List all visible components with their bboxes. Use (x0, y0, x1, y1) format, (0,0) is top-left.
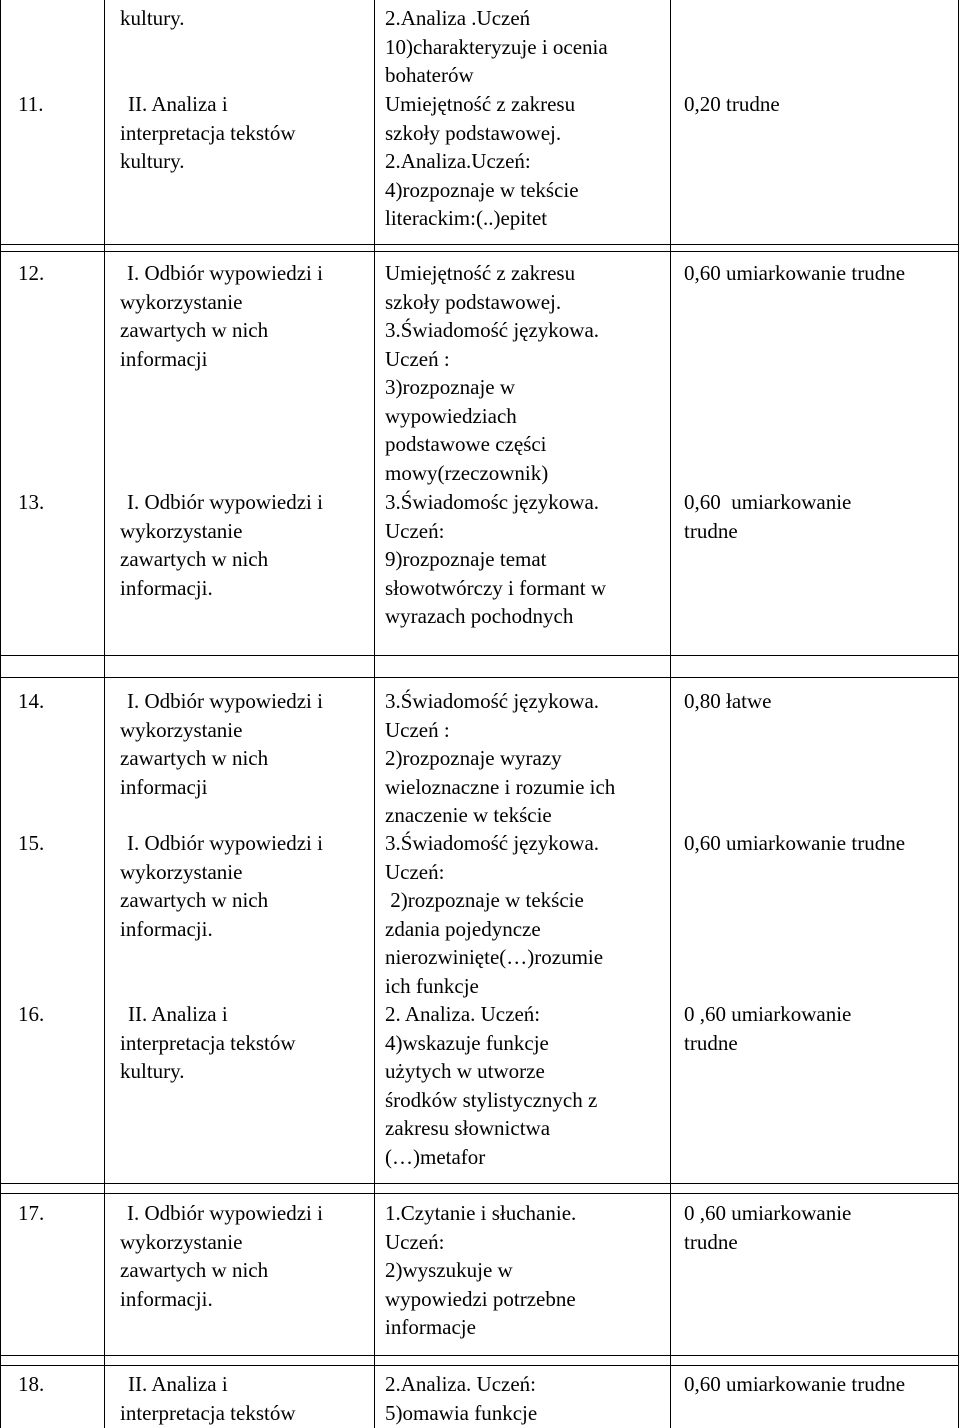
area-text-line: wykorzystanie (120, 289, 243, 314)
skill-text-line: 4)rozpoznaje w tekście (385, 177, 579, 202)
row-number: 17. (18, 1201, 45, 1225)
difficulty-text-line: 0,60 umiarkowanie (684, 490, 852, 514)
skill-text-line: 3.Świadomość językowa. (385, 318, 600, 342)
skill-text-line: wypowiedzi potrzebne (385, 1286, 576, 1311)
area-text-line: informacji. (120, 1286, 213, 1311)
difficulty-text-line: trudne (684, 1030, 738, 1055)
area-text-line: I. Odbiór wypowiedzi i (127, 689, 323, 713)
skill-text-line: Uczeń: (385, 518, 445, 543)
area-text-line: kultury. (120, 1059, 185, 1083)
difficulty-text-line: 0 ,60 umiarkowanie (684, 1002, 852, 1026)
skill-text-line: 2.Analiza. Uczeń: (385, 1372, 537, 1396)
skill-text-line: 9)rozpoznaje temat (385, 547, 547, 571)
skill-text-line: 1.Czytanie i słuchanie. (385, 1201, 577, 1225)
skill-text-line: 2.Analiza.Uczeń: (385, 149, 531, 173)
area-text-line: wykorzystanie (120, 859, 243, 884)
skill-text-line: 2)rozpoznaje wyrazy (385, 746, 562, 770)
row-number: 16. (18, 1002, 45, 1026)
skill-text-line: 3.Świadomość językowa. (385, 689, 600, 713)
skill-text-line: mowy(rzeczownik) (385, 460, 549, 485)
area-text-line: interpretacja tekstów (120, 120, 296, 145)
skill-text-line: szkoły podstawowej. (385, 120, 562, 145)
difficulty-text-line: 0,20 trudne (684, 92, 780, 116)
difficulty-text-line: trudne (684, 518, 738, 543)
skill-text-line: zdania pojedyncze (385, 916, 541, 941)
skill-text-line: literackim:(..)epitet (385, 206, 548, 230)
area-text-line: zawartych w nich (120, 746, 269, 770)
area-text-line: informacji (120, 346, 208, 371)
difficulty-text-line: 0,60 umiarkowanie trudne (684, 831, 906, 855)
skill-text-line: 3.Świadomośc językowa. (385, 490, 600, 514)
row-number: 11. (18, 92, 44, 116)
table-right-border (958, 0, 959, 1428)
column-divider-2 (374, 0, 375, 1428)
skill-text-line: zakresu słownictwa (385, 1116, 551, 1140)
skill-text-line: 5)omawia funkcje (385, 1400, 538, 1425)
difficulty-text-line: 0,80 łatwe (684, 689, 772, 713)
skill-text-line: bohaterów (385, 63, 474, 87)
skill-text-line: 2.Analiza .Uczeń (385, 6, 531, 30)
row-number: 18. (18, 1372, 45, 1396)
skill-text-line: 2)wyszukuje w (385, 1258, 513, 1282)
skill-text-line: ich funkcje (385, 973, 479, 998)
skill-text-line: 3.Świadomość językowa. (385, 831, 600, 855)
row-number: 12. (18, 261, 45, 285)
area-text-line: informacji. (120, 575, 213, 600)
skill-text-line: Umiejętność z zakresu (385, 261, 576, 285)
column-divider-3 (670, 0, 671, 1428)
area-text-line: kultury. (120, 149, 185, 173)
area-text-line: informacji. (120, 916, 213, 941)
area-text-line: II. Analiza i (128, 1372, 228, 1396)
skill-text-line: nierozwinięte(…)rozumie (385, 945, 604, 969)
skill-text-line: użytych w utworze (385, 1059, 545, 1083)
skill-text-line: Uczeń : (385, 717, 450, 742)
skill-text-line: 10)charakteryzuje i ocenia (385, 34, 608, 59)
area-text-line: informacji (120, 774, 208, 799)
skill-text-line: 2. Analiza. Uczeń: (385, 1002, 541, 1026)
area-text-line: II. Analiza i (128, 1002, 228, 1026)
column-divider-1 (104, 0, 105, 1428)
skill-text-line: znaczenie w tekście (385, 803, 552, 827)
area-text-line: interpretacja tekstów (120, 1030, 296, 1055)
area-text-line: I. Odbiór wypowiedzi i (127, 261, 323, 285)
difficulty-text-line: trudne (684, 1229, 738, 1254)
area-text-line: I. Odbiór wypowiedzi i (127, 490, 323, 514)
area-text-line: kultury. (120, 6, 185, 30)
difficulty-text-line: 0 ,60 umiarkowanie (684, 1201, 852, 1225)
area-text-line: zawartych w nich (120, 547, 269, 571)
skill-text-line: 3)rozpoznaje w (385, 375, 516, 399)
row-number: 15. (18, 831, 45, 855)
skill-text-line: wieloznaczne i rozumie ich (385, 774, 616, 799)
area-text-line: interpretacja tekstów (120, 1400, 296, 1425)
skill-text-line: 2)rozpoznaje w tekście (385, 888, 584, 912)
skill-text-line: Uczeń: (385, 1229, 445, 1254)
row-number: 14. (18, 689, 45, 713)
skill-text-line: wypowiedziach (385, 403, 517, 428)
area-text-line: II. Analiza i (128, 92, 228, 116)
row-divider (0, 1193, 959, 1194)
difficulty-text-line: 0,60 umiarkowanie trudne (684, 1372, 906, 1396)
area-text-line: I. Odbiór wypowiedzi i (127, 1201, 323, 1225)
skill-text-line: Uczeń : (385, 346, 450, 371)
skill-text-line: szkoły podstawowej. (385, 289, 562, 314)
row-divider (0, 677, 959, 678)
skill-text-line: (…)metafor (385, 1144, 486, 1169)
area-text-line: wykorzystanie (120, 518, 243, 543)
row-divider (0, 1355, 959, 1356)
skill-text-line: słowotwórczy i formant w (385, 575, 607, 600)
row-divider (0, 1365, 959, 1366)
skill-text-line: informacje (385, 1315, 476, 1339)
area-text-line: zawartych w nich (120, 1258, 269, 1282)
row-divider (0, 1183, 959, 1184)
row-divider (0, 655, 959, 656)
row-divider (0, 251, 959, 252)
skill-text-line: 4)wskazuje funkcje (385, 1030, 549, 1055)
skill-text-line: wyrazach pochodnych (385, 604, 574, 628)
skill-text-line: podstawowe części (385, 432, 547, 456)
area-text-line: wykorzystanie (120, 1229, 243, 1254)
skill-text-line: Umiejętność z zakresu (385, 92, 576, 116)
area-text-line: wykorzystanie (120, 717, 243, 742)
area-text-line: zawartych w nich (120, 888, 269, 912)
row-number: 13. (18, 490, 45, 514)
area-text-line: I. Odbiór wypowiedzi i (127, 831, 323, 855)
table-left-border (0, 0, 1, 1428)
area-text-line: zawartych w nich (120, 318, 269, 342)
difficulty-text-line: 0,60 umiarkowanie trudne (684, 261, 906, 285)
skill-text-line: środków stylistycznych z (385, 1087, 598, 1112)
row-divider (0, 244, 959, 245)
skill-text-line: Uczeń: (385, 859, 445, 884)
